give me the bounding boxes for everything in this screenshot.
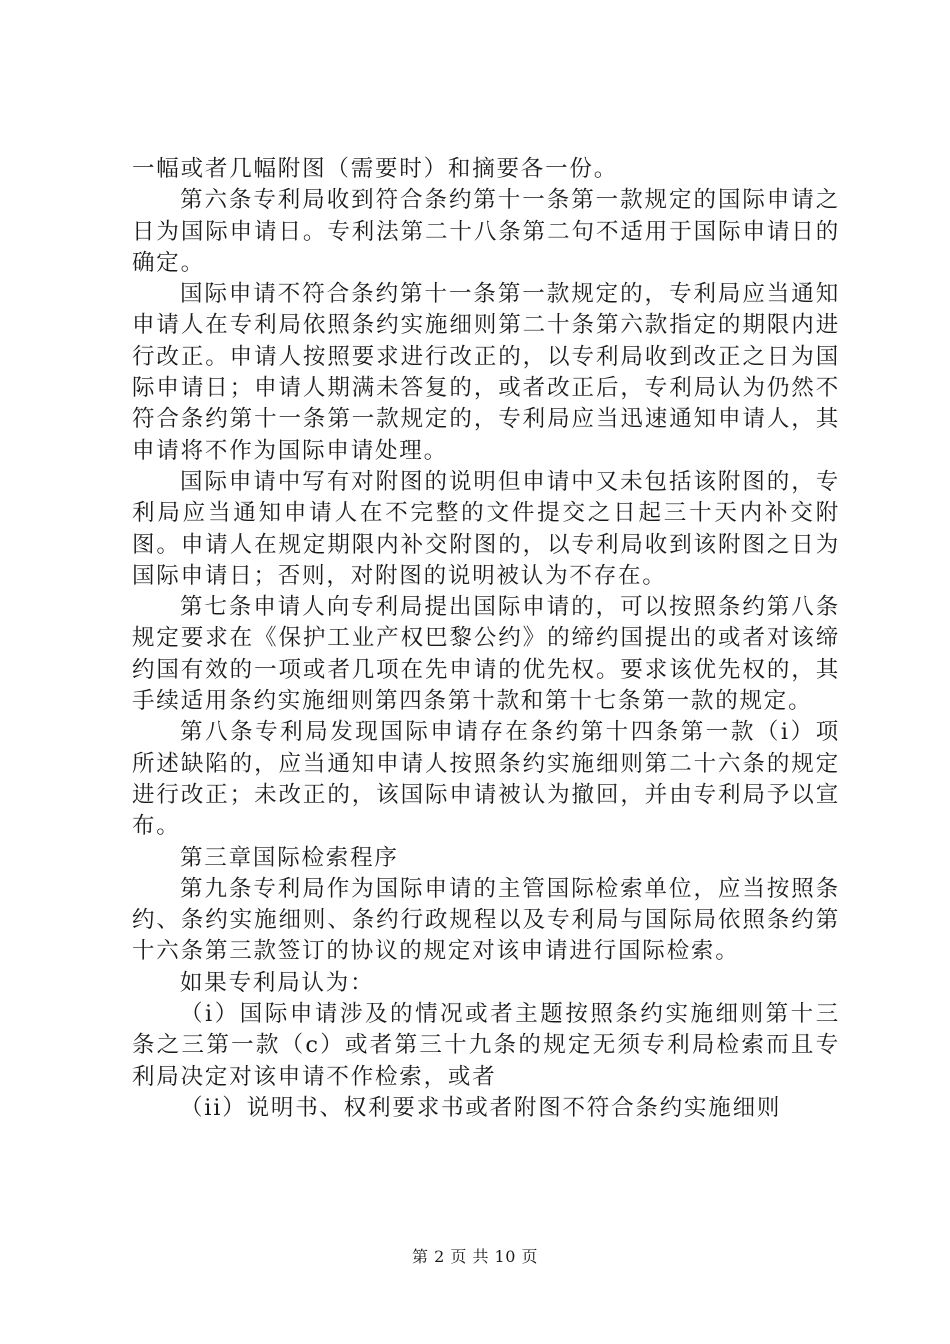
- list-item: （i）国际申请涉及的情况或者主题按照条约实施细则第十三条之三第一款（c）或者第三十九条的规定无须专利局检索而且专利局决定对该申请不作检索，或者: [132, 1001, 841, 1090]
- paragraph: 一幅或者几幅附图（需要时）和摘要各一份。: [132, 156, 619, 182]
- list-item: （ii）说明书、权利要求书或者附图不符合条约实施细则: [180, 1094, 782, 1121]
- paragraph-article-8: 第八条专利局发现国际申请存在条约第十四条第一款（i）项所述缺陷的，应当通知申请人按照条约实施细则第二十六条的规定进行改正；未改正的，该国际申请被认为撤回，并由专利局予以宣布。: [132, 719, 840, 840]
- paragraph-article-6: 第六条专利局收到符合条约第十一条第一款规定的国际申请之日为国际申请日。专利法第二十八条第二句不适用于国际申请日的确定。: [132, 187, 840, 276]
- paragraph: 国际申请中写有对附图的说明但申请中又未包括该附图的，专利局应当通知申请人在不完整的文件提交之日起三十天内补交附图。申请人在规定期限内补交附图的，以专利局收到该附图之日为国际申请日；否则，对附图的说明被认为不存在。: [132, 468, 840, 589]
- document-body: [132, 154, 840, 1124]
- paragraph: 如果专利局认为：: [180, 969, 375, 996]
- page-number-footer: 第 2 页 共 10 页: [412, 1247, 538, 1266]
- chapter-heading: 第三章国际检索程序: [180, 844, 399, 871]
- paragraph: 国际申请不符合条约第十一条第一款规定的，专利局应当通知申请人在专利局依照条约实施细则第二十条第六款指定的期限内进行改正。申请人按照要求进行改正的，以专利局收到改正之日为国际申请日；申请人期满未答复的，或者改正后，专利局认为仍然不符合条约第十一条第一款规定的，专利局应当迅速通知申请人，其申请将不作为国际申请处理。: [132, 281, 840, 464]
- paragraph-article-9: 第九条专利局作为国际申请的主管国际检索单位，应当按照条约、条约实施细则、条约行政规程以及专利局与国际局依照条约第十六条第三款签订的协议的规定对该申请进行国际检索。: [132, 875, 840, 965]
- paragraph-article-7: 第七条申请人向专利局提出国际申请的，可以按照条约第八条规定要求在《保护工业产权巴黎公约》的缔约国提出的或者对该缔约国有效的一项或者几项在先申请的优先权。要求该优先权的，其手续适用条约实施细则第四条第十款和第十七条第一款的规定。: [132, 594, 840, 715]
